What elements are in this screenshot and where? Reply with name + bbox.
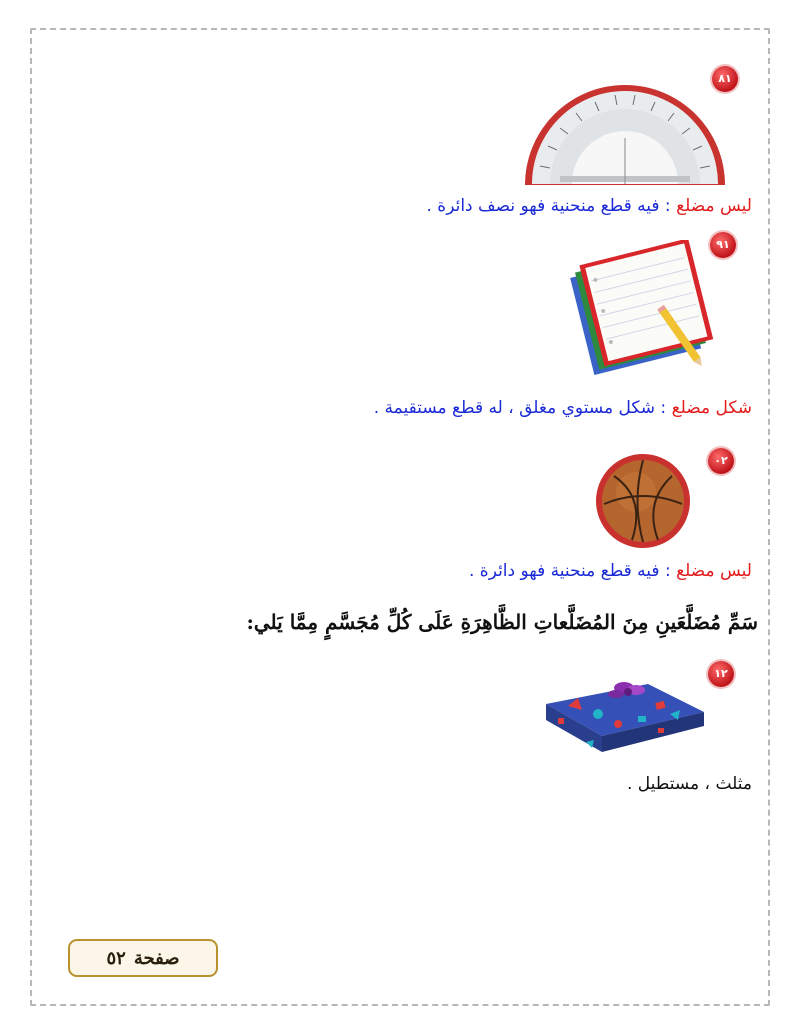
page-number-box (68, 939, 218, 977)
answer-text: : فيه قطع منحنية فهو نصف دائرة . (426, 196, 677, 216)
answer-line-4 (627, 774, 752, 794)
protractor-image (520, 80, 730, 190)
basketball-image (594, 452, 692, 550)
answer-text: : شكل مستوي مغلق ، له قطع مستقيمة . (373, 398, 672, 418)
classification-label: شكل مضلع (671, 398, 752, 418)
notepad-image (560, 240, 720, 380)
question-number-badge: ٨١ (712, 66, 738, 92)
classification-label: ليس مضلع (676, 196, 752, 216)
page-number: ٥٢ (106, 947, 126, 969)
exercise-instruction: سَمِّ مُضَلَّعَينِ مِنَ المُضَلَّعاتِ الظَّاهِرَةِ عَلَى كُلِّ مُجَسَّمٍ مِمَّا يَلي: (246, 610, 758, 634)
answer-line-1 (427, 196, 753, 216)
gift-box-image (538, 666, 708, 758)
answer-text: : فيه قطع منحنية فهو دائرة . (468, 561, 677, 581)
question-number-badge: ١٢ (708, 661, 734, 687)
answer-text: مثلث ، مستطيل . (626, 774, 752, 794)
page-word: صفحة (133, 947, 180, 969)
question-number-badge: ٠٢ (708, 448, 734, 474)
answer-line-2 (374, 398, 752, 418)
answer-line-3 (469, 561, 752, 581)
classification-label: ليس مضلع (676, 561, 752, 581)
question-number-badge: ٩١ (710, 232, 736, 258)
